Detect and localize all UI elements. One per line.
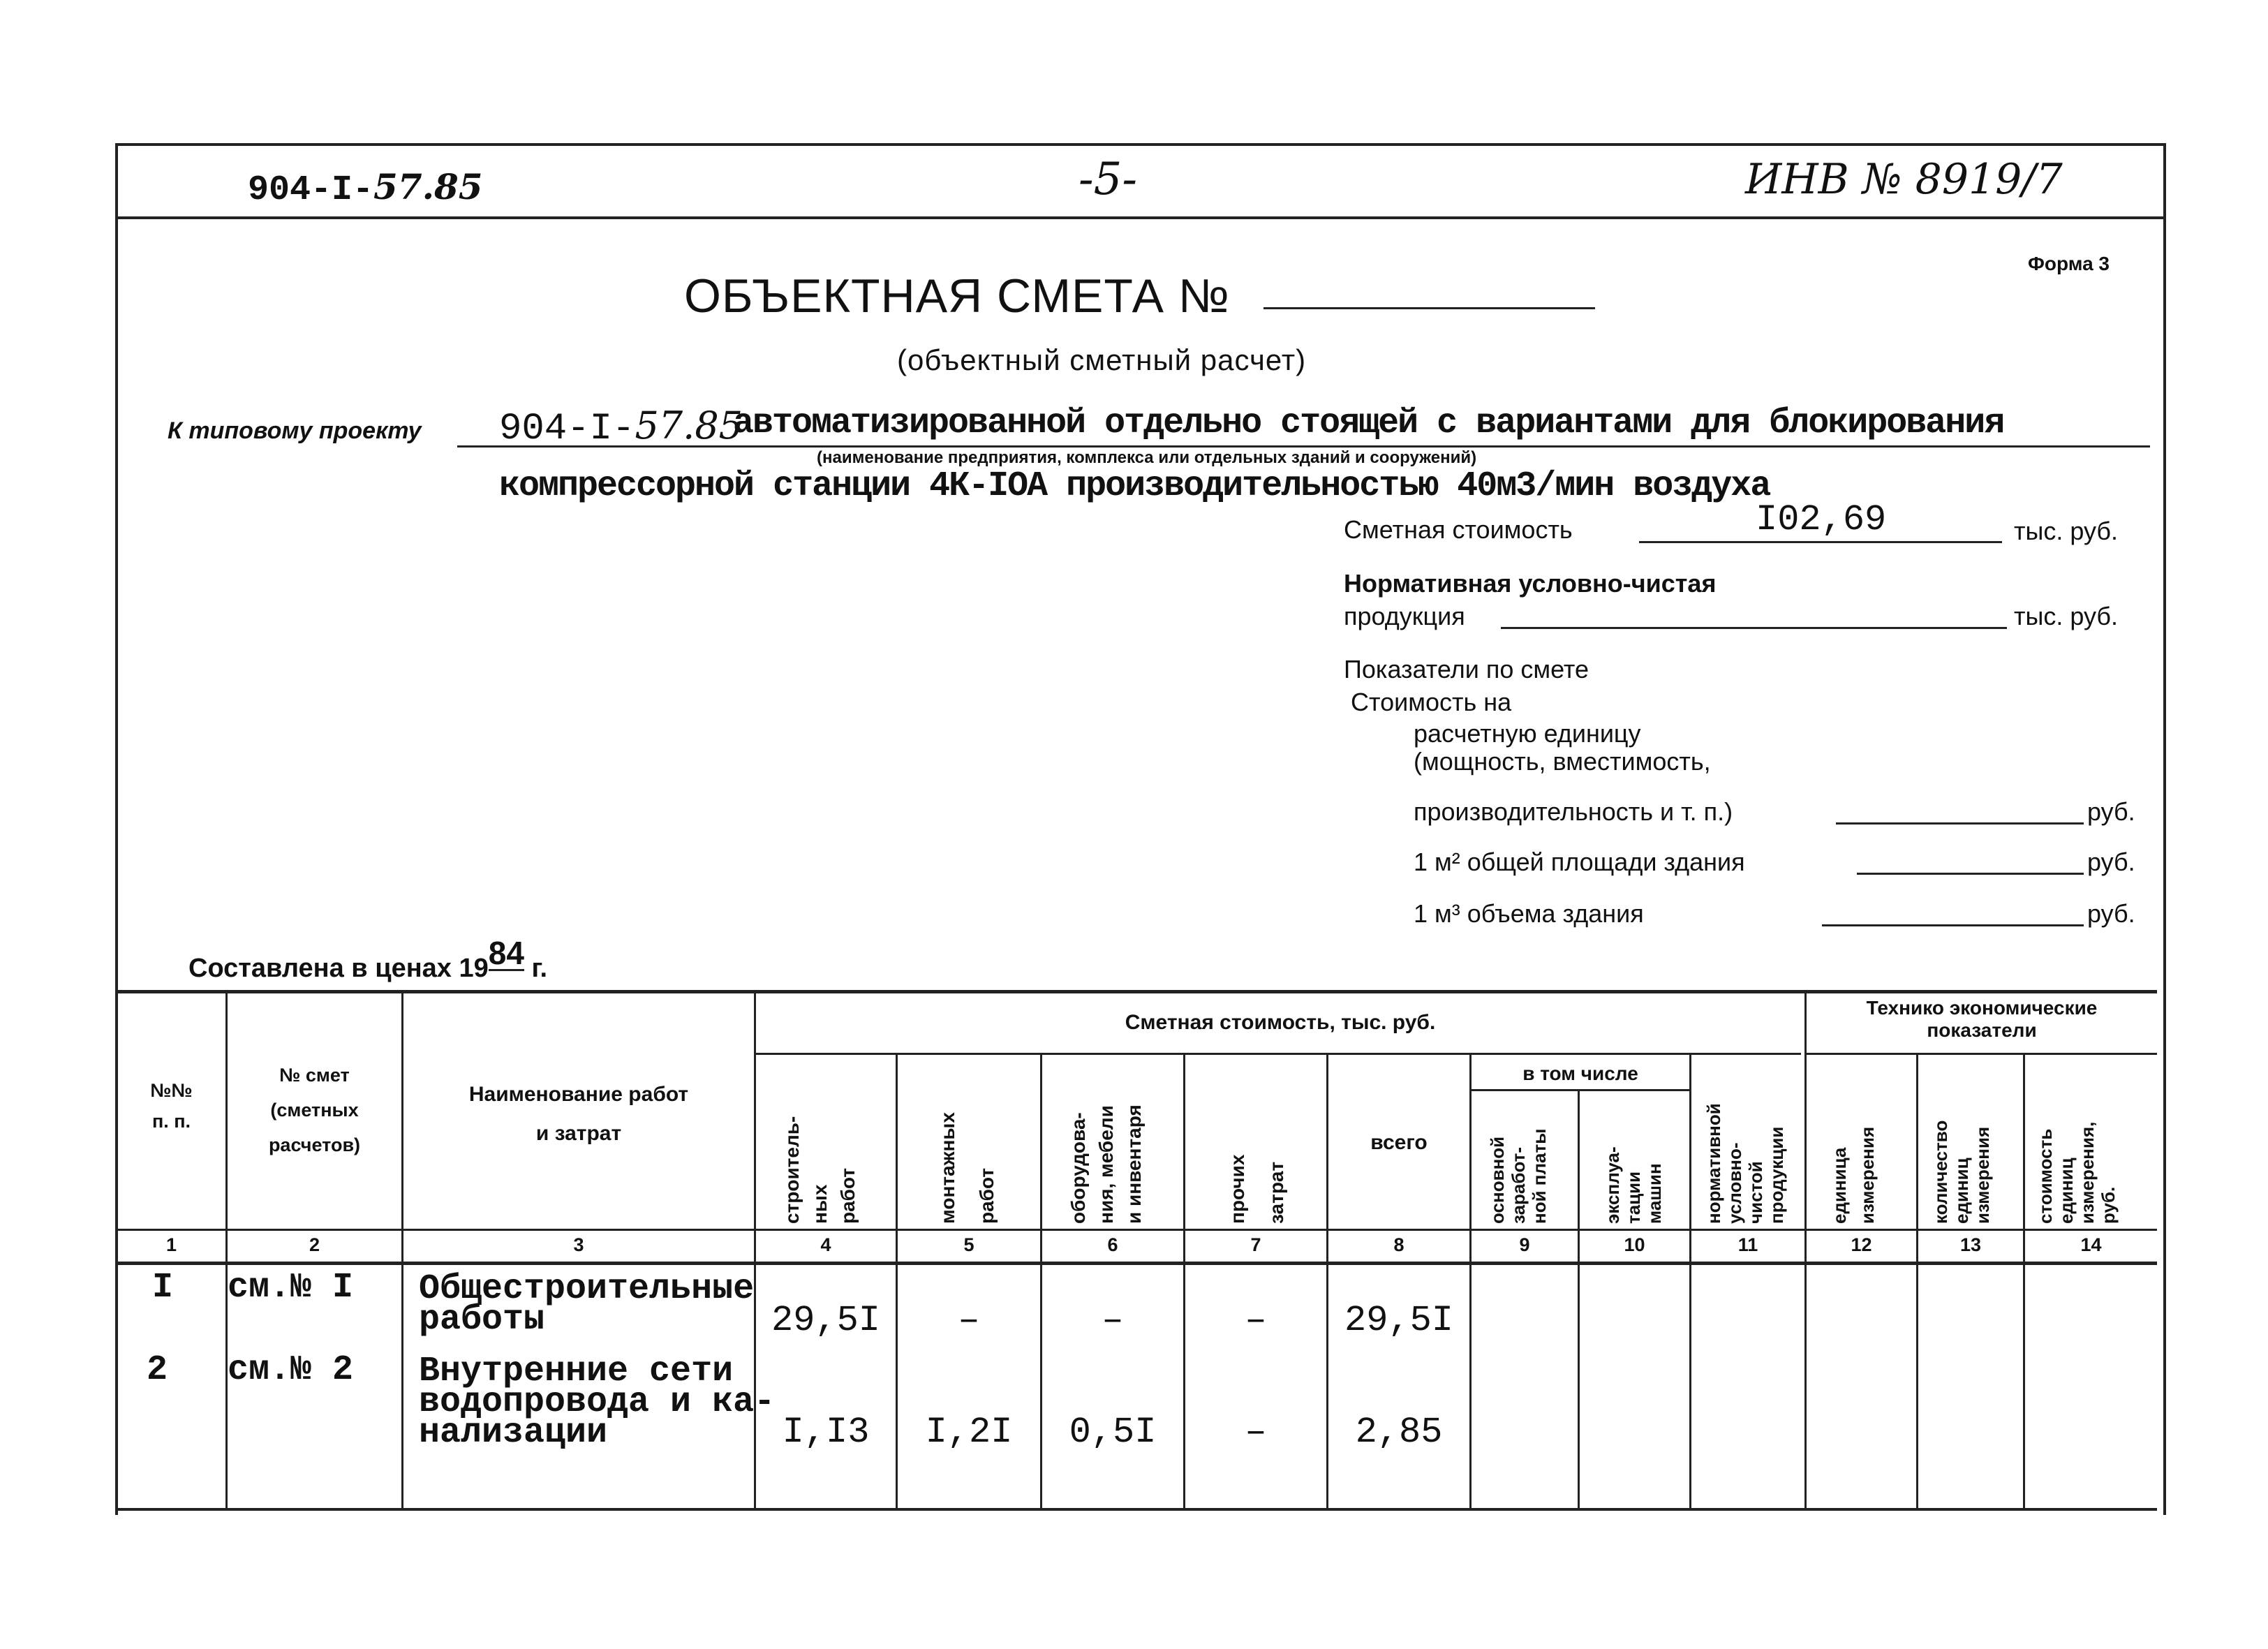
form-label: Форма 3 xyxy=(2028,253,2110,274)
calc-unit-blank xyxy=(1836,822,2084,824)
row-name-line1: Общестроительные xyxy=(419,1269,755,1309)
row-other: – xyxy=(1245,1300,1267,1341)
top-border xyxy=(115,143,2166,146)
calc-unit-line2: (мощность, вместимость, xyxy=(1414,747,1711,776)
normative-blank xyxy=(1501,627,2007,629)
cost-group-header: Сметная стоимость, тыс. руб. xyxy=(1125,1011,1436,1034)
inventory-number: ИНВ № 8919/7 xyxy=(1745,155,2063,204)
col-sep-9 xyxy=(1578,1089,1580,1510)
row-name-line3: нализации xyxy=(419,1413,608,1453)
estimated-cost-label: Сметная стоимость xyxy=(1344,515,1573,544)
area-unit: руб. xyxy=(2087,848,2135,876)
page-title: ОБЪЕКТНАЯ СМЕТА № xyxy=(684,269,1230,323)
row-estimate: см.№ I xyxy=(228,1268,354,1308)
col-number: 4 xyxy=(820,1234,831,1255)
cost-per-label: Стоимость на xyxy=(1351,688,1512,716)
project-name-line2: компрессорной станции 4К-IOА производительностью 40м3/мин воздуха xyxy=(499,466,1770,506)
col-number: 3 xyxy=(573,1234,584,1255)
table-colnum-bottom xyxy=(115,1262,2157,1265)
project-code: 904-I-57.85 xyxy=(499,404,743,450)
row-name-line1: Внутренние сети xyxy=(419,1352,734,1391)
project-caption: (наименование предприятия, комплекса или отдельных зданий и сооружений) xyxy=(817,448,1477,467)
compiled-label: Составлена в ценах 1984 г. xyxy=(188,935,548,983)
row-equipment: 0,5I xyxy=(1069,1412,1157,1453)
row-no: I xyxy=(152,1268,174,1308)
project-code-hand: 57.85 xyxy=(635,404,743,448)
header-project-code: 904-I-57.85 xyxy=(248,166,483,210)
col-number: 5 xyxy=(963,1234,974,1255)
normative-label-2: продукция xyxy=(1344,602,1465,630)
col-number: 13 xyxy=(1959,1234,1982,1255)
estimated-cost-unit: тыс. руб. xyxy=(2014,517,2119,545)
col-header-14: стоимость единиц измерения, руб. xyxy=(2035,1121,2119,1224)
row-construction: I,I3 xyxy=(782,1412,870,1453)
indicators-label: Показатели по смете xyxy=(1344,655,1589,683)
col-number: 11 xyxy=(1737,1234,1758,1255)
col-header-6: оборудова- ния, мебели и инвентаря xyxy=(1067,1104,1145,1224)
col-header-4: строитель- ных работ xyxy=(781,1116,859,1224)
col-header-1: №№ п. п. xyxy=(150,1080,193,1132)
col-header-2: № смет (сметных расчетов) xyxy=(268,1065,361,1155)
normative-label-1: Нормативная условно-чистая xyxy=(1344,569,1717,598)
col-header-9: основной заработ- ной платы xyxy=(1487,1128,1550,1224)
row-total: 29,5I xyxy=(1344,1300,1454,1341)
volume-label: 1 м³ объема здания xyxy=(1414,899,1644,928)
col-header-5: монтажных работ xyxy=(937,1112,998,1224)
col-header-8: всего xyxy=(1370,1131,1428,1154)
row-other: – xyxy=(1245,1412,1267,1453)
estimated-cost-blank xyxy=(1639,541,2002,543)
title-number-blank xyxy=(1263,307,1595,309)
incl-header: в том числе xyxy=(1522,1063,1638,1084)
page-subtitle: (объектный сметный расчет) xyxy=(897,343,1307,376)
col-header-13: количество единиц измерения xyxy=(1930,1120,1993,1224)
col-header-11: нормативной условно- чистой продукции xyxy=(1703,1103,1787,1224)
col-sep-8 xyxy=(1469,1053,1472,1510)
normative-unit: тыс. руб. xyxy=(2014,602,2119,630)
cost-group-line xyxy=(754,1053,1801,1055)
col-number: 8 xyxy=(1393,1234,1404,1255)
table-header-bottom xyxy=(115,1229,2157,1231)
tech-group-line xyxy=(1804,1053,2157,1055)
estimated-cost-value: I02,69 xyxy=(1756,499,1887,540)
col-number: 12 xyxy=(1851,1234,1872,1255)
row-equipment: – xyxy=(1102,1300,1124,1341)
page-number: -5- xyxy=(1079,154,1137,205)
col-header-3: Наименование работ и затрат xyxy=(468,1083,689,1145)
row-estimate: см.№ 2 xyxy=(228,1350,354,1390)
volume-blank xyxy=(1822,924,2084,926)
col-number: 9 xyxy=(1519,1234,1530,1255)
col-header-10: эксплуа- тации машин xyxy=(1602,1146,1665,1224)
row-name-line2: работы xyxy=(419,1300,545,1340)
area-label: 1 м² общей площади здания xyxy=(1414,848,1745,876)
col-header-12: единица измерения xyxy=(1829,1126,1878,1224)
col-number: 7 xyxy=(1250,1234,1261,1255)
calc-unit-unit: руб. xyxy=(2087,797,2135,826)
col-number: 2 xyxy=(309,1234,320,1255)
compiled-year: 84 xyxy=(488,935,524,971)
col-number: 14 xyxy=(2080,1234,2102,1255)
calc-unit-line3: производительность и т. п.) xyxy=(1414,797,1733,826)
row-installation: – xyxy=(958,1300,980,1341)
table-top-line xyxy=(115,990,2157,993)
header-project-code-hand: 57.85 xyxy=(373,166,483,207)
project-prefix: К типовому проекту xyxy=(168,417,422,444)
table-bottom-line xyxy=(115,1508,2157,1511)
volume-unit: руб. xyxy=(2087,899,2135,928)
row-no: 2 xyxy=(147,1350,168,1390)
tech-group-header: Технико экономические показатели xyxy=(1866,997,2098,1041)
col-sep-12 xyxy=(1916,1053,1918,1510)
header-divider xyxy=(115,216,2166,219)
row-total: 2,85 xyxy=(1355,1412,1443,1453)
col-sep-10 xyxy=(1689,1053,1691,1510)
col-sep-13 xyxy=(2023,1053,2025,1510)
col-header-7: прочих затрат xyxy=(1226,1154,1287,1224)
col-number: 6 xyxy=(1107,1234,1118,1255)
row-construction: 29,5I xyxy=(771,1300,881,1341)
calc-unit-line1: расчетную единицу xyxy=(1414,719,1641,748)
area-blank xyxy=(1857,873,2084,875)
row-name-line2: водопровода и ка- xyxy=(419,1382,776,1422)
col-number: 10 xyxy=(1624,1234,1645,1255)
row-installation: I,2I xyxy=(925,1412,1013,1453)
project-name-line1: автоматизированной отдельно стоящей с вариантами для блокирования xyxy=(733,404,2004,443)
col-number: 1 xyxy=(165,1234,177,1255)
